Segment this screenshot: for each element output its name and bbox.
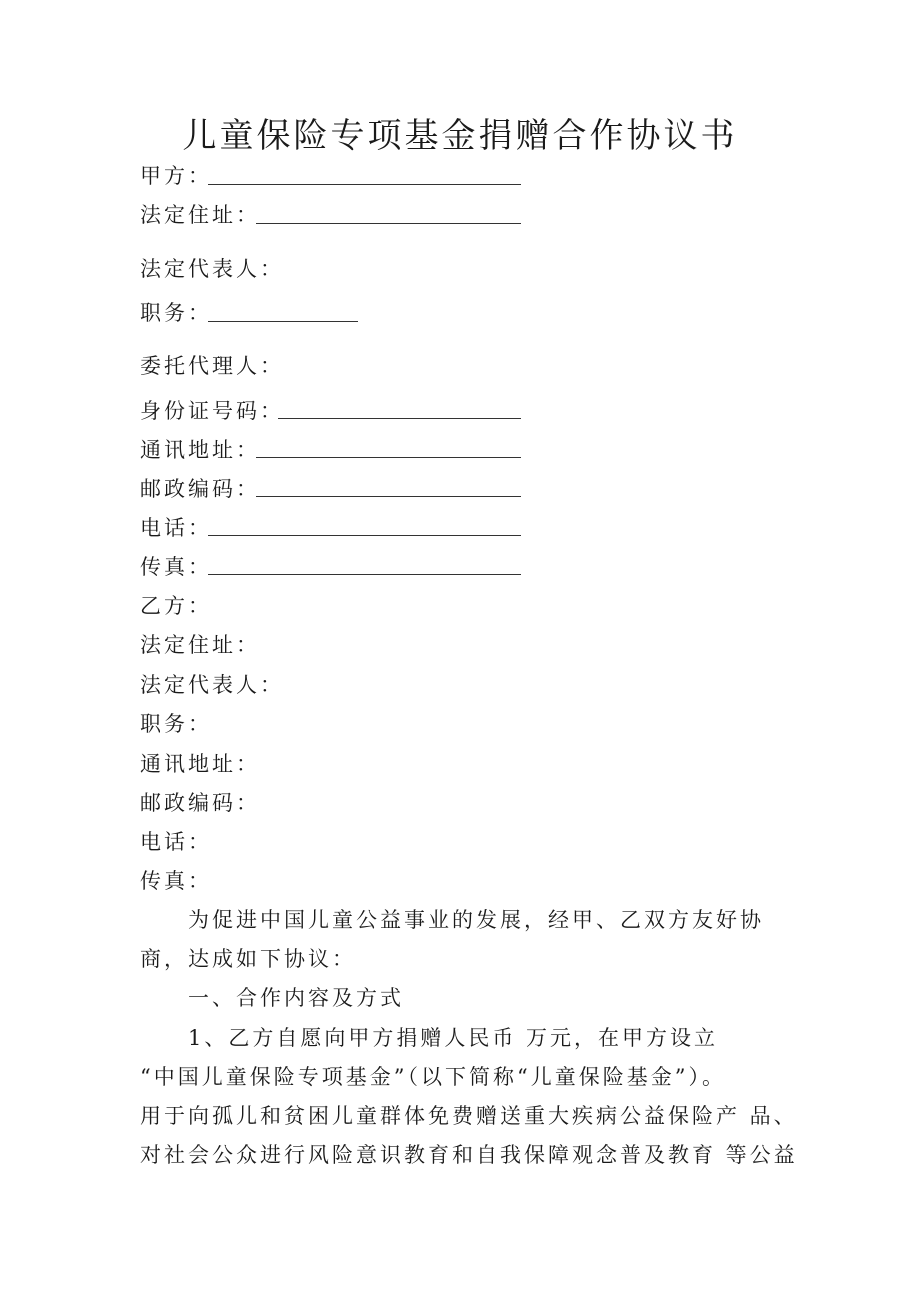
party-a-agent-label: 委托代理人： <box>140 354 284 378</box>
party-b-phone-label: 电话： <box>140 830 212 854</box>
party-a-postcode-blank <box>256 496 521 497</box>
party-a-blank <box>208 184 521 185</box>
party-b-mail-address-label: 通讯地址： <box>140 752 260 776</box>
party-b-label: 乙方： <box>140 594 212 618</box>
party-a-label: 甲方： <box>140 164 212 188</box>
party-a-address-label: 法定住址： <box>140 203 260 227</box>
party-a-rep-label: 法定代表人： <box>140 257 284 281</box>
intro-line-2: 商，达成如下协议： <box>140 947 356 971</box>
party-a-phone-blank <box>208 535 521 536</box>
section-1-heading: 一、合作内容及方式 <box>188 986 404 1010</box>
document-title: 儿童保险专项基金捐赠合作协议书 <box>182 116 738 156</box>
party-a-position-label: 职务： <box>140 301 212 325</box>
party-b-rep-label: 法定代表人： <box>140 673 284 697</box>
party-b-postcode-label: 邮政编码： <box>140 791 260 815</box>
party-a-mail-address-label: 通讯地址： <box>140 438 260 462</box>
party-a-id-blank <box>278 418 521 419</box>
party-b-address-label: 法定住址： <box>140 633 260 657</box>
party-b-position-label: 职务： <box>140 712 212 736</box>
party-a-id-label: 身份证号码： <box>140 399 284 423</box>
clause-1-line-2: “中国儿童保险专项基金”（以下简称“儿童保险基金”）。 <box>140 1065 726 1089</box>
party-a-position-blank <box>208 321 358 322</box>
intro-line-1: 为促进中国儿童公益事业的发展，经甲、乙双方友好协 <box>188 908 764 932</box>
party-a-fax-label: 传真： <box>140 555 212 579</box>
clause-1-line-3: 用于向孤儿和贫困儿童群体免费赠送重大疾病公益保险产 品、 <box>140 1104 798 1128</box>
party-a-postcode-label: 邮政编码： <box>140 477 260 501</box>
party-a-address-blank <box>256 223 521 224</box>
party-a-fax-blank <box>208 574 521 575</box>
party-a-phone-label: 电话： <box>140 516 212 540</box>
party-a-mail-address-blank <box>256 457 521 458</box>
clause-1-line-4: 对社会公众进行风险意识教育和自我保障观念普及教育 等公益 <box>140 1143 798 1167</box>
party-b-fax-label: 传真： <box>140 869 212 893</box>
clause-1-line-1: 1、乙方自愿向甲方捐赠人民币 万元，在甲方设立 <box>188 1026 719 1050</box>
